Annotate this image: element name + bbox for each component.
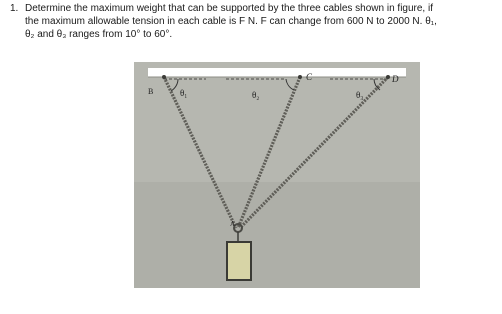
anchor-b <box>162 75 166 79</box>
problem-number: 1. <box>10 3 19 14</box>
label-a: A <box>230 220 236 228</box>
label-d: D <box>392 74 399 84</box>
problem-text-line-2: the maximum allowable tension in each cable is F N. F can change from 600 N to 2000 N. θ₁, <box>25 16 437 27</box>
anchor-c <box>298 75 302 79</box>
label-theta2: θ₂ <box>252 90 260 100</box>
label-theta1: θ₁ <box>180 88 188 98</box>
label-theta3: θ₃ <box>356 90 364 100</box>
cable-diagram <box>134 62 420 288</box>
anchor-d <box>386 75 390 79</box>
cable-figure <box>134 62 420 288</box>
ceiling-beam <box>148 68 406 77</box>
photo-shade <box>134 182 420 288</box>
problem-text-line-3: θ₂ and θ₃ ranges from 10° to 60°. <box>25 29 173 40</box>
problem-text-line-1: Determine the maximum weight that can be supported by the three cables shown in figure, if <box>25 3 433 14</box>
label-b: B <box>148 87 154 96</box>
label-c: C <box>306 72 313 82</box>
weight-block <box>227 242 251 280</box>
